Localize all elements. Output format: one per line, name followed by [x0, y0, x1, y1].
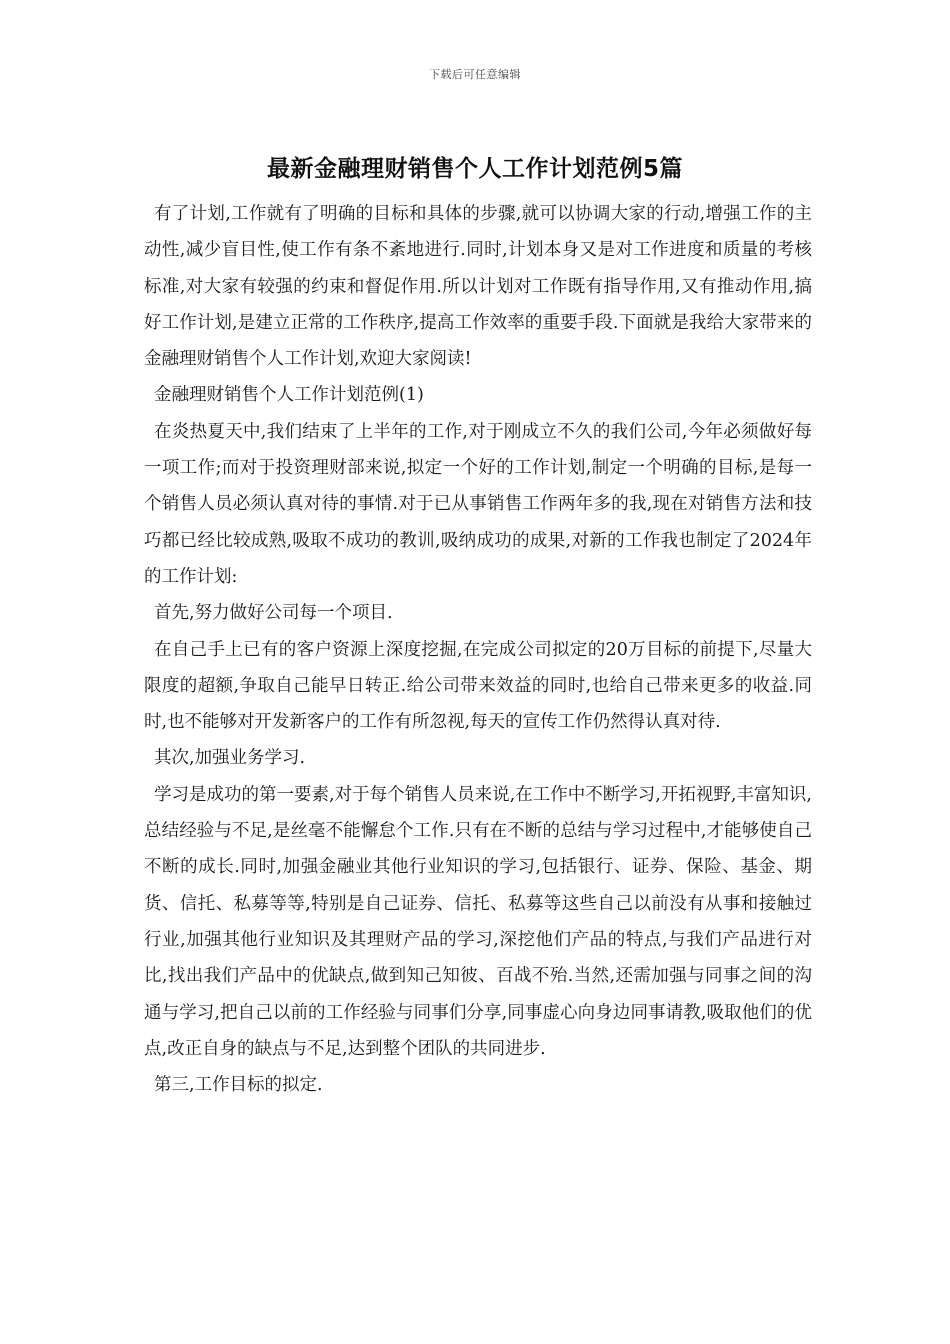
body-paragraph: 学习是成功的第一要素,对于每个销售人员来说,在工作中不断学习,开拓视野,丰富知识,总结经验与不足,是丝毫不能懈怠个工作.只有在不断的总结与学习过程中,才能够使自己不断的成长.同时,加强金融业其他行业知识的学习,包括银行、证券、保险、基金、期货、信托、私募等等,特别是自己证券、信托、私募等这些自己以前没有从事和接触过行业,加强其他行业知识及其理财产品的学习,深挖他们产品的特点,与我们产品进行对比,找出我们产品中的优缺点,做到知己知彼、百战不殆.当然,还需加强与同事之间的沟通与学习,把自己以前的工作经验与同事们分享,同事虚心向身边同事请教,吸取他们的优点,改正自身的缺点与不足,达到整个团队的共同进步.	[144, 784, 812, 1059]
body-paragraph: 在自己手上已有的客户资源上深度挖掘,在完成公司拟定的20万目标的前提下,尽量大限度的超额,争取自己能早日转正.给公司带来效益的同时,也给自己带来更多的收益.同时,也不能够对开发新客户的工作有所忽视,每天的宣传工作仍然得认真对待.	[144, 639, 812, 733]
point-heading: 首先,努力做好公司每一个项目.	[154, 603, 393, 624]
point-heading: 其次,加强业务学习.	[154, 748, 306, 769]
document-title: 最新金融理财销售个人工作计划范例5篇	[266, 156, 683, 182]
header-note: 下载后可任意编辑	[429, 68, 521, 81]
document-body	[144, 196, 812, 1103]
section-heading: 金融理财销售个人工作计划范例(1)	[154, 385, 424, 406]
body-paragraph: 在炎热夏天中,我们结束了上半年的工作,对于刚成立不久的我们公司,今年必须做好每一项工作;而对于投资理财部来说,拟定一个好的工作计划,制定一个明确的目标,是每一个销售人员必须认真对待的事情.对于已从事销售工作两年多的我,现在对销售方法和技巧都已经比较成熟,吸取不成功的教训,吸纳成功的成果,对新的工作我也制定了2024年的工作计划:	[144, 421, 812, 587]
point-heading: 第三,工作目标的拟定.	[154, 1075, 323, 1096]
intro-paragraph: 有了计划,工作就有了明确的目标和具体的步骤,就可以协调大家的行动,增强工作的主动性,减少盲目性,使工作有条不紊地进行.同时,计划本身又是对工作进度和质量的考核标准,对大家有较强的约束和督促作用.所以计划对工作既有指导作用,又有推动作用,搞好工作计划,是建立正常的工作秩序,提高工作效率的重要手段.下面就是我给大家带来的金融理财销售个人工作计划,欢迎大家阅读!	[144, 204, 812, 370]
